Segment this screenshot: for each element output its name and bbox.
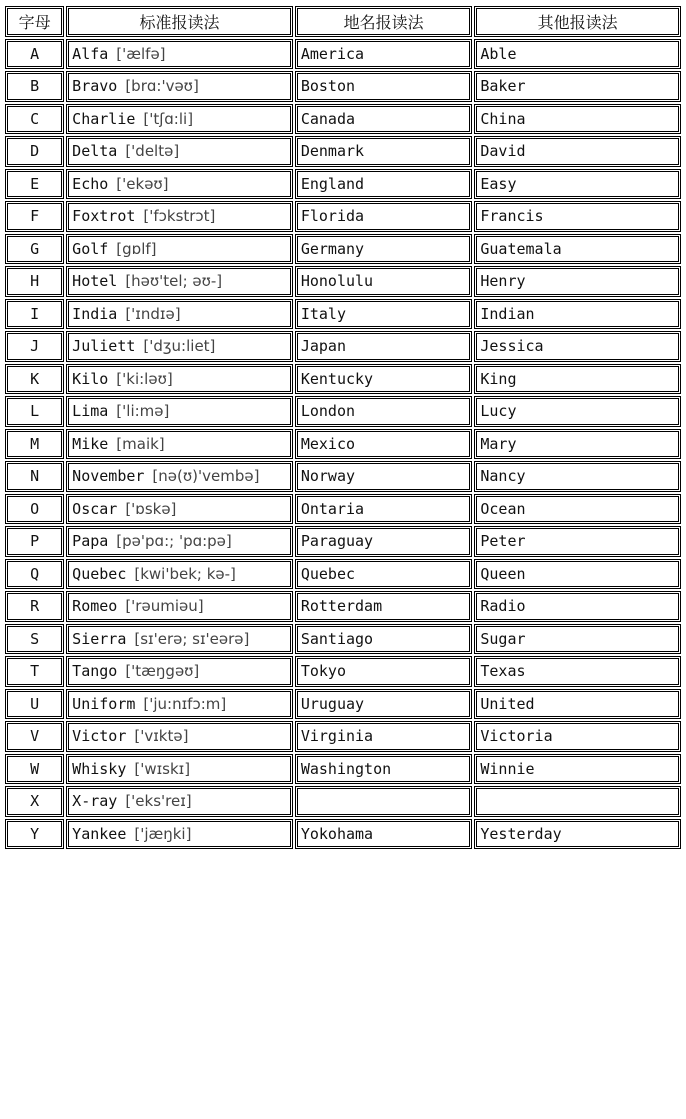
code-word: Bravo xyxy=(72,77,118,96)
table-row xyxy=(5,39,681,70)
letter-text: E xyxy=(30,174,40,193)
code-word: Quebec xyxy=(72,564,127,583)
table-row xyxy=(5,689,681,720)
standard-reading-cell xyxy=(66,559,293,590)
place-name-text: Rotterdam xyxy=(300,597,383,616)
standard-reading-cell xyxy=(66,591,293,622)
letter-cell xyxy=(5,591,64,622)
other-reading-text: King xyxy=(480,369,517,388)
other-reading-text: Nancy xyxy=(480,467,526,486)
standard-reading-cell xyxy=(66,624,293,655)
place-name-cell xyxy=(295,591,473,622)
letter-text: Y xyxy=(30,824,40,843)
other-reading-cell xyxy=(474,71,681,102)
letter-text: L xyxy=(30,402,40,421)
pronunciation: ['rəumiəu] xyxy=(125,597,204,616)
letter-cell xyxy=(5,429,64,460)
place-name-cell xyxy=(295,71,473,102)
code-word: Kilo xyxy=(72,369,109,388)
pronunciation: [maik] xyxy=(116,434,165,453)
place-name-cell xyxy=(295,689,473,720)
other-reading-text: Texas xyxy=(480,662,526,681)
code-word: India xyxy=(72,304,118,323)
code-word: Oscar xyxy=(72,499,118,518)
letter-cell xyxy=(5,721,64,752)
code-word: Romeo xyxy=(72,597,118,616)
standard-reading-cell xyxy=(66,494,293,525)
table-row xyxy=(5,559,681,590)
place-name-text: England xyxy=(300,174,365,193)
other-reading-text: Queen xyxy=(480,564,526,583)
code-word: Lima xyxy=(72,402,109,421)
table-body xyxy=(5,39,681,850)
code-word: Golf xyxy=(72,239,109,258)
standard-reading-cell xyxy=(66,104,293,135)
other-reading-cell xyxy=(474,689,681,720)
pronunciation: ['ju:nɪfɔ:m] xyxy=(143,694,227,713)
code-word: Mike xyxy=(72,434,109,453)
table-row xyxy=(5,429,681,460)
table-row xyxy=(5,656,681,687)
pronunciation: ['vɪktə] xyxy=(134,727,189,746)
pronunciation: ['tæŋgəʊ] xyxy=(125,662,200,681)
letter-text: W xyxy=(30,759,40,778)
other-reading-cell xyxy=(474,624,681,655)
table-row xyxy=(5,104,681,135)
letter-text: S xyxy=(30,629,40,648)
letter-cell xyxy=(5,234,64,265)
other-reading-cell xyxy=(474,754,681,785)
place-name-text: Quebec xyxy=(300,564,356,583)
other-reading-cell xyxy=(474,234,681,265)
other-reading-text: Francis xyxy=(480,207,544,226)
letter-cell xyxy=(5,39,64,70)
letter-text: I xyxy=(30,304,40,323)
other-reading-text: Winnie xyxy=(480,759,535,778)
letter-cell xyxy=(5,71,64,102)
code-word: Foxtrot xyxy=(72,207,136,226)
other-reading-text: Henry xyxy=(480,272,526,291)
standard-reading-cell xyxy=(66,689,293,720)
table-row xyxy=(5,721,681,752)
code-word: Echo xyxy=(72,174,109,193)
letter-text: X xyxy=(30,792,40,811)
standard-reading-cell xyxy=(66,526,293,557)
pronunciation: ['tʃɑ:li] xyxy=(143,109,194,128)
code-word: Uniform xyxy=(72,694,136,713)
other-reading-text: Sugar xyxy=(480,629,526,648)
standard-reading-cell xyxy=(66,819,293,850)
pronunciation: ['jæŋki] xyxy=(134,824,192,843)
place-name-cell xyxy=(295,39,473,70)
other-reading-text: Lucy xyxy=(480,402,517,421)
phonetic-alphabet-document xyxy=(3,4,683,851)
place-name-text: Denmark xyxy=(300,142,365,161)
other-reading-text: Jessica xyxy=(480,337,544,356)
standard-reading-cell xyxy=(66,754,293,785)
table-row xyxy=(5,786,681,817)
standard-reading-cell xyxy=(66,169,293,200)
other-reading-cell xyxy=(474,559,681,590)
header-row xyxy=(5,6,681,37)
letter-cell xyxy=(5,104,64,135)
letter-cell xyxy=(5,331,64,362)
pronunciation: ['eks'reɪ] xyxy=(125,792,192,811)
letter-text: N xyxy=(30,467,40,486)
standard-reading-cell xyxy=(66,721,293,752)
place-name-cell xyxy=(295,266,473,297)
place-name-text: Santiago xyxy=(300,629,374,648)
letter-cell xyxy=(5,364,64,395)
place-name-text: Mexico xyxy=(300,434,356,453)
place-name-cell xyxy=(295,526,473,557)
table-row xyxy=(5,591,681,622)
letter-text: J xyxy=(30,337,40,356)
letter-cell xyxy=(5,396,64,427)
standard-reading-cell xyxy=(66,234,293,265)
place-name-cell xyxy=(295,136,473,167)
place-name-cell xyxy=(295,624,473,655)
code-word: Yankee xyxy=(72,824,127,843)
pronunciation: ['li:mə] xyxy=(116,402,170,421)
letter-cell xyxy=(5,136,64,167)
place-name-cell xyxy=(295,201,473,232)
pronunciation: ['ælfə] xyxy=(116,44,166,63)
code-word: November xyxy=(72,467,145,486)
place-name-cell xyxy=(295,331,473,362)
other-reading-cell xyxy=(474,721,681,752)
letter-cell xyxy=(5,754,64,785)
place-name-text: Tokyo xyxy=(300,662,346,681)
place-name-text: Honolulu xyxy=(300,272,374,291)
other-reading-text: Easy xyxy=(480,174,517,193)
other-reading-text: Radio xyxy=(480,597,526,616)
code-word: Whisky xyxy=(72,759,127,778)
code-word: Tango xyxy=(72,662,118,681)
table-row xyxy=(5,526,681,557)
other-reading-cell xyxy=(474,136,681,167)
other-reading-text: Guatemala xyxy=(480,239,562,258)
standard-reading-cell xyxy=(66,39,293,70)
header-place-name-reading: 地名报读法 xyxy=(295,6,473,37)
pronunciation: ['ɒskə] xyxy=(125,499,177,518)
other-reading-text: China xyxy=(480,109,526,128)
place-name-text: Italy xyxy=(300,304,346,323)
letter-text: F xyxy=(30,207,40,226)
place-name-cell xyxy=(295,559,473,590)
pronunciation: ['wɪskɪ] xyxy=(134,759,191,778)
table-row xyxy=(5,396,681,427)
letter-text: D xyxy=(30,142,40,161)
other-reading-cell xyxy=(474,364,681,395)
pronunciation: ['ki:ləʊ] xyxy=(116,369,173,388)
table-row xyxy=(5,494,681,525)
other-reading-cell xyxy=(474,819,681,850)
letter-cell xyxy=(5,169,64,200)
code-word: Alfa xyxy=(72,44,109,63)
other-reading-cell xyxy=(474,169,681,200)
other-reading-cell xyxy=(474,266,681,297)
other-reading-text: Mary xyxy=(480,434,517,453)
letter-text: K xyxy=(30,369,40,388)
letter-text: P xyxy=(30,532,40,551)
place-name-text: Ontaria xyxy=(300,499,365,518)
other-reading-cell xyxy=(474,331,681,362)
code-word: Charlie xyxy=(72,109,136,128)
header-letter: 字母 xyxy=(5,6,64,37)
place-name-text: Boston xyxy=(300,77,356,96)
table-row xyxy=(5,461,681,492)
other-reading-text: Indian xyxy=(480,304,535,323)
table-row xyxy=(5,364,681,395)
place-name-text: Norway xyxy=(300,467,356,486)
letter-cell xyxy=(5,461,64,492)
table-row xyxy=(5,266,681,297)
place-name-text: Virginia xyxy=(300,727,374,746)
other-reading-cell xyxy=(474,494,681,525)
pronunciation: ['ekəʊ] xyxy=(116,174,169,193)
letter-cell xyxy=(5,526,64,557)
letter-cell xyxy=(5,786,64,817)
place-name-cell xyxy=(295,429,473,460)
code-word: Sierra xyxy=(72,629,127,648)
table-row xyxy=(5,754,681,785)
phonetic-alphabet-table xyxy=(3,4,683,851)
place-name-cell xyxy=(295,234,473,265)
table-row xyxy=(5,299,681,330)
other-reading-text: United xyxy=(480,694,535,713)
place-name-cell xyxy=(295,656,473,687)
pronunciation: ['ɪndɪə] xyxy=(125,304,181,323)
other-reading-text: Baker xyxy=(480,77,526,96)
pronunciation: [gɒlf] xyxy=(116,239,157,258)
letter-text: O xyxy=(30,499,40,518)
standard-reading-cell xyxy=(66,136,293,167)
place-name-cell xyxy=(295,721,473,752)
standard-reading-cell xyxy=(66,396,293,427)
letter-text: A xyxy=(30,44,40,63)
letter-text: B xyxy=(30,77,40,96)
table-row xyxy=(5,819,681,850)
letter-cell xyxy=(5,656,64,687)
table-row xyxy=(5,234,681,265)
letter-text: C xyxy=(30,109,40,128)
other-reading-text: Ocean xyxy=(480,499,526,518)
place-name-cell xyxy=(295,819,473,850)
standard-reading-cell xyxy=(66,364,293,395)
other-reading-cell xyxy=(474,299,681,330)
other-reading-cell xyxy=(474,104,681,135)
letter-text: G xyxy=(30,239,40,258)
place-name-text: Japan xyxy=(300,337,346,356)
letter-text: M xyxy=(30,434,40,453)
letter-cell xyxy=(5,559,64,590)
other-reading-cell xyxy=(474,396,681,427)
letter-text: V xyxy=(30,727,40,746)
place-name-cell xyxy=(295,754,473,785)
standard-reading-cell xyxy=(66,299,293,330)
table-row xyxy=(5,624,681,655)
code-word: Victor xyxy=(72,727,127,746)
other-reading-cell xyxy=(474,39,681,70)
standard-reading-cell xyxy=(66,201,293,232)
standard-reading-cell xyxy=(66,331,293,362)
code-word: X-ray xyxy=(72,792,118,811)
table-row xyxy=(5,71,681,102)
place-name-text: Paraguay xyxy=(300,532,374,551)
letter-cell xyxy=(5,494,64,525)
header-other-reading: 其他报读法 xyxy=(474,6,681,37)
place-name-cell xyxy=(295,299,473,330)
code-word: Juliett xyxy=(72,337,136,356)
other-reading-text: Peter xyxy=(480,532,526,551)
letter-text: R xyxy=(30,597,40,616)
place-name-text: Washington xyxy=(300,759,392,778)
letter-text: H xyxy=(30,272,40,291)
pronunciation: [nə(ʊ)'vembə] xyxy=(152,467,260,486)
place-name-text: America xyxy=(300,44,365,63)
letter-cell xyxy=(5,266,64,297)
code-word: Papa xyxy=(72,532,109,551)
pronunciation: [həʊ'tel; əʊ-] xyxy=(125,272,223,291)
standard-reading-cell xyxy=(66,71,293,102)
place-name-cell xyxy=(295,786,473,817)
header-standard-reading: 标准报读法 xyxy=(66,6,293,37)
pronunciation: ['fɔkstrɔt] xyxy=(143,207,216,226)
place-name-text: Kentucky xyxy=(300,369,374,388)
pronunciation: [pə'pɑ:; 'pɑ:pə] xyxy=(116,532,232,551)
letter-text: U xyxy=(30,694,40,713)
other-reading-text: Yesterday xyxy=(480,824,562,843)
letter-cell xyxy=(5,689,64,720)
other-reading-text: David xyxy=(480,142,526,161)
place-name-cell xyxy=(295,364,473,395)
place-name-text: Canada xyxy=(300,109,356,128)
table-row xyxy=(5,331,681,362)
pronunciation: [kwi'bek; kə-] xyxy=(134,564,236,583)
letter-cell xyxy=(5,299,64,330)
other-reading-cell xyxy=(474,201,681,232)
letter-cell xyxy=(5,819,64,850)
other-reading-cell xyxy=(474,591,681,622)
table-row xyxy=(5,169,681,200)
pronunciation: ['deltə] xyxy=(125,142,180,161)
place-name-text: Florida xyxy=(300,207,365,226)
place-name-cell xyxy=(295,169,473,200)
letter-cell xyxy=(5,201,64,232)
table-row xyxy=(5,136,681,167)
standard-reading-cell xyxy=(66,786,293,817)
pronunciation: [sɪ'erə; sɪ'eərə] xyxy=(134,629,250,648)
place-name-text: Germany xyxy=(300,239,365,258)
pronunciation: [brɑ:'vəʊ] xyxy=(125,77,199,96)
place-name-cell xyxy=(295,494,473,525)
pronunciation: ['dʒu:liet] xyxy=(143,337,216,356)
other-reading-cell xyxy=(474,526,681,557)
place-name-text: Yokohama xyxy=(300,824,374,843)
letter-text: Q xyxy=(30,564,40,583)
place-name-cell xyxy=(295,396,473,427)
place-name-text: Uruguay xyxy=(300,694,365,713)
other-reading-cell xyxy=(474,429,681,460)
standard-reading-cell xyxy=(66,656,293,687)
place-name-text: London xyxy=(300,402,356,421)
standard-reading-cell xyxy=(66,461,293,492)
table-row xyxy=(5,201,681,232)
letter-text: T xyxy=(30,662,40,681)
other-reading-text: Victoria xyxy=(480,727,553,746)
other-reading-cell xyxy=(474,656,681,687)
place-name-cell xyxy=(295,104,473,135)
letter-cell xyxy=(5,624,64,655)
other-reading-cell xyxy=(474,786,681,817)
code-word: Delta xyxy=(72,142,118,161)
place-name-cell xyxy=(295,461,473,492)
other-reading-text: Able xyxy=(480,44,517,63)
standard-reading-cell xyxy=(66,429,293,460)
other-reading-cell xyxy=(474,461,681,492)
standard-reading-cell xyxy=(66,266,293,297)
code-word: Hotel xyxy=(72,272,118,291)
